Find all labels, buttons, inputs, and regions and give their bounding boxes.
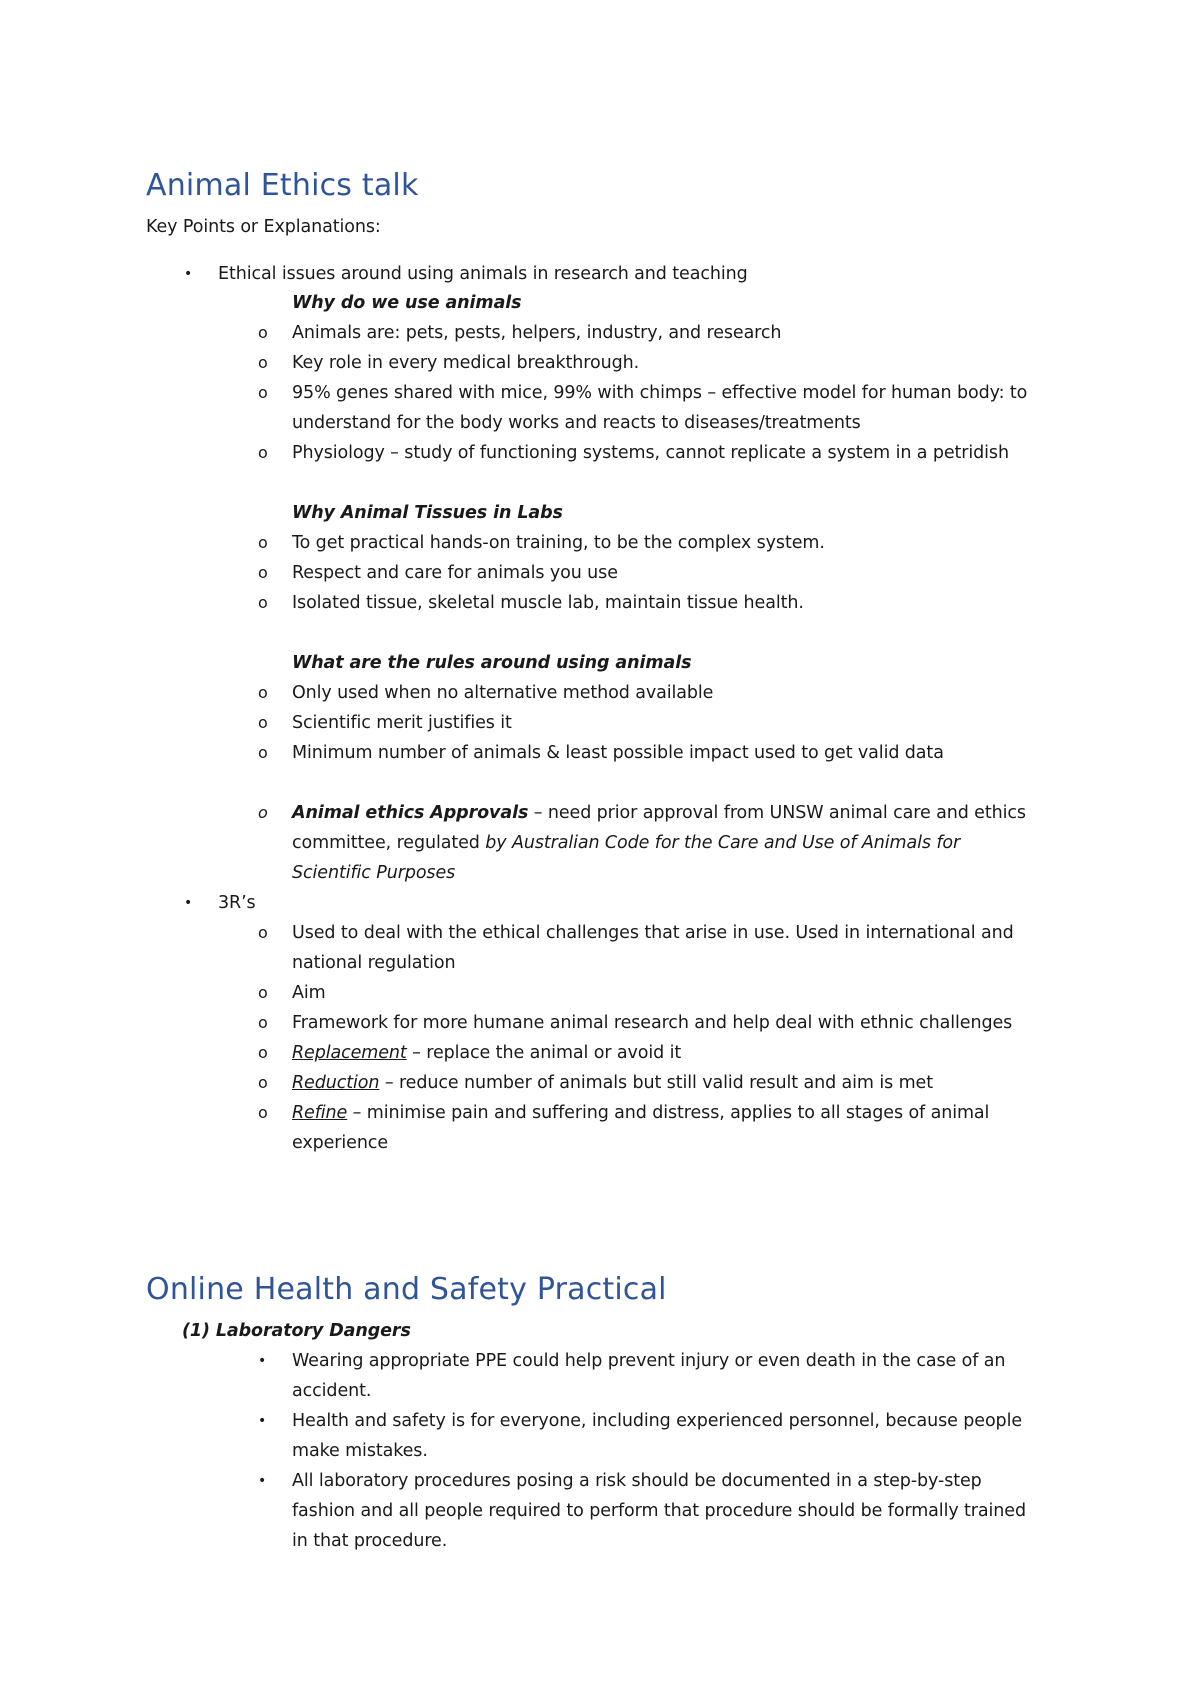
- sub-bullet-icon: o: [258, 383, 268, 402]
- sub-bullet-icon: o: [258, 443, 268, 462]
- subheading-lab-dangers: (1) Laboratory Dangers: [182, 1321, 411, 1341]
- bullet-icon: •: [258, 1353, 267, 1369]
- list-item-continuation: national regulation: [292, 953, 456, 973]
- list-item-approvals: [292, 798, 1026, 828]
- list-item: 3R’s: [218, 893, 256, 913]
- list-item: Respect and care for animals you use: [292, 563, 618, 583]
- list-item: Physiology – study of functioning systems, cannot replicate a system in a petridish: [292, 443, 1009, 463]
- list-item-continuation: experience: [292, 1133, 388, 1153]
- list-item-continuation: make mistakes.: [292, 1441, 428, 1461]
- sub-bullet-icon: o: [258, 1103, 268, 1122]
- subheading-why-use: Why do we use animals: [292, 293, 522, 313]
- sub-bullet-icon: o: [258, 533, 268, 552]
- sub-bullet-icon: o: [258, 323, 268, 342]
- subtitle-key-points: Key Points or Explanations:: [146, 217, 381, 237]
- sub-bullet-icon: o: [258, 593, 268, 612]
- list-item: To get practical hands-on training, to be the complex system.: [292, 533, 825, 553]
- reduction-text: – reduce number of animals but still valid result and aim is met: [379, 1073, 933, 1093]
- sub-bullet-icon: o: [258, 713, 268, 732]
- list-item: Minimum number of animals & least possible impact used to get valid data: [292, 743, 944, 763]
- sub-bullet-icon: o: [258, 563, 268, 582]
- sub-bullet-icon: o: [258, 743, 268, 762]
- sub-bullet-icon: o: [258, 803, 268, 822]
- list-item-replacement: [292, 1038, 681, 1068]
- section-title-health-safety: Online Health and Safety Practical: [146, 1272, 667, 1307]
- list-item-refine: [292, 1098, 989, 1128]
- sub-bullet-icon: o: [258, 983, 268, 1002]
- list-item-continuation: fashion and all people required to perform that procedure should be formally trained: [292, 1501, 1026, 1521]
- list-item: Aim: [292, 983, 326, 1003]
- list-item-reduction: [292, 1068, 933, 1098]
- bullet-icon: •: [184, 266, 193, 282]
- list-item: Ethical issues around using animals in research and teaching: [218, 264, 748, 284]
- sub-bullet-icon: o: [258, 1073, 268, 1092]
- sub-bullet-icon: o: [258, 1043, 268, 1062]
- refine-text: – minimise pain and suffering and distress, applies to all stages of animal: [347, 1103, 990, 1123]
- subheading-why-tissues: Why Animal Tissues in Labs: [292, 503, 563, 523]
- list-item: Key role in every medical breakthrough.: [292, 353, 640, 373]
- bullet-icon: •: [184, 895, 193, 911]
- list-item: Framework for more humane animal research and help deal with ethnic challenges: [292, 1013, 1013, 1033]
- approvals-text: – need prior approval from UNSW animal care and ethics: [528, 803, 1026, 823]
- replacement-term: Replacement: [292, 1043, 407, 1063]
- list-item: All laboratory procedures posing a risk should be documented in a step-by-step: [292, 1471, 982, 1491]
- sub-bullet-icon: o: [258, 353, 268, 372]
- approvals-term: Animal ethics Approvals: [292, 803, 529, 823]
- approvals-text-2: committee, regulated: [292, 833, 486, 853]
- bullet-icon: •: [258, 1473, 267, 1489]
- sub-bullet-icon: o: [258, 923, 268, 942]
- sub-bullet-icon: o: [258, 683, 268, 702]
- list-item-continuation: understand for the body works and reacts to diseases/treatments: [292, 413, 861, 433]
- list-item: Wearing appropriate PPE could help prevent injury or even death in the case of an: [292, 1351, 1006, 1371]
- list-item: 95% genes shared with mice, 99% with chimps – effective model for human body: to: [292, 383, 1028, 403]
- list-item: Scientific merit justifies it: [292, 713, 512, 733]
- list-item-continuation: in that procedure.: [292, 1531, 448, 1551]
- sub-bullet-icon: o: [258, 1013, 268, 1032]
- list-item: Isolated tissue, skeletal muscle lab, maintain tissue health.: [292, 593, 804, 613]
- refine-term: Refine: [292, 1103, 348, 1123]
- approvals-code: by Australian Code for the Care and Use of Animals for: [485, 833, 961, 853]
- section-title-animal-ethics: Animal Ethics talk: [146, 168, 419, 203]
- list-item: Only used when no alternative method available: [292, 683, 714, 703]
- reduction-term: Reduction: [292, 1073, 380, 1093]
- replacement-text: – replace the animal or avoid it: [406, 1043, 682, 1063]
- list-item-continuation: [292, 828, 960, 858]
- list-item: Health and safety is for everyone, including experienced personnel, because people: [292, 1411, 1022, 1431]
- list-item-continuation: accident.: [292, 1381, 372, 1401]
- subheading-rules: What are the rules around using animals: [292, 653, 692, 673]
- bullet-icon: •: [258, 1413, 267, 1429]
- list-item: Animals are: pets, pests, helpers, industry, and research: [292, 323, 782, 343]
- list-item: Used to deal with the ethical challenges that arise in use. Used in international and: [292, 923, 1014, 943]
- list-item-continuation: Scientific Purposes: [292, 863, 456, 883]
